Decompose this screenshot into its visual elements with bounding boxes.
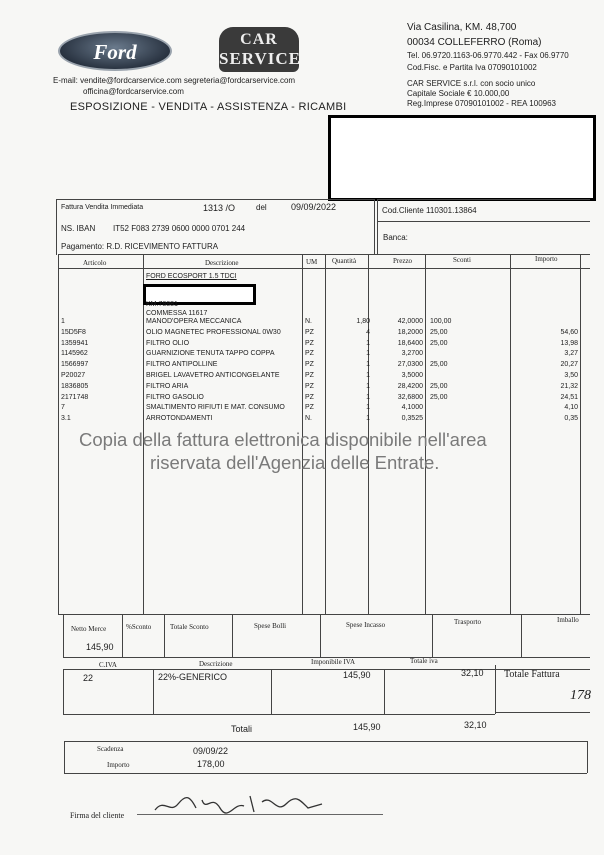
watermark-line-2: riservata dell'Agenzia delle Entrate. — [150, 452, 440, 473]
row-description: FILTRO GASOLIO — [146, 393, 204, 401]
email-line-2: officina@fordcarservice.com — [83, 87, 184, 96]
transport-label: Trasporto — [454, 618, 481, 626]
bank-label: Banca: — [383, 233, 408, 242]
due-date-value: 09/09/22 — [193, 746, 229, 756]
row-um: N. — [305, 318, 312, 325]
row-um: PZ — [305, 339, 314, 347]
net-goods-value: 145,90 — [86, 642, 114, 652]
packing-label: Imballo — [557, 616, 579, 624]
row-quantity: 1 — [366, 350, 370, 358]
vat-total-label: Totale iva — [410, 657, 438, 665]
row-description: SMALTIMENTO RIFIUTI E MAT. CONSUMO — [146, 404, 285, 412]
col-header-um: UM — [306, 258, 318, 266]
row-price: 32,6800 — [397, 393, 423, 401]
iban-value: IT52 F083 2739 0600 0000 0701 244 — [113, 224, 246, 233]
row-um: PZ — [305, 393, 314, 401]
address-line-2: 00034 COLLEFERRO (Roma) — [407, 37, 542, 48]
row-discount: 25,00 — [430, 393, 448, 401]
totals-vat: 32,10 — [464, 720, 487, 730]
row-description: MANOD'OPERA MECCANICA — [146, 318, 242, 325]
totals-taxable: 145,90 — [353, 722, 381, 732]
row-price: 18,2000 — [397, 328, 423, 336]
payment-terms: Pagamento: R.D. RICEVIMENTO FATTURA — [61, 242, 219, 251]
signature-label: Firma del cliente — [70, 811, 125, 820]
tagline: ESPOSIZIONE - VENDITA - ASSISTENZA - RICAMBI — [70, 101, 347, 113]
row-amount: 13,98 — [560, 339, 578, 347]
row-description: FILTRO ARIA — [146, 382, 189, 390]
total-discount-label: Totale Sconto — [170, 623, 209, 631]
row-um: PZ — [305, 328, 314, 336]
invoice-total-value: 178 — [570, 688, 591, 703]
row-discount: 25,00 — [430, 328, 448, 336]
client-code: Cod.Cliente 110301.13864 — [382, 206, 477, 215]
collection-fees-label: Spese Incasso — [346, 621, 386, 629]
row-um: PZ — [305, 350, 314, 358]
vat-amount: 32,10 — [461, 668, 484, 678]
row-amount: 20,27 — [560, 361, 578, 369]
row-quantity: 1 — [366, 372, 370, 379]
row-discount: 25,00 — [430, 339, 448, 347]
row-article: 3.1 — [61, 415, 71, 423]
share-capital: Capitale Sociale € 10.000,00 — [407, 89, 510, 98]
job-order: COMMESSA 11617 — [146, 310, 208, 317]
due-amount-value: 178,00 — [197, 759, 225, 769]
row-amount: 4,10 — [564, 404, 578, 412]
row-article: 2171748 — [61, 393, 89, 401]
row-price: 28,4200 — [397, 382, 423, 390]
row-discount: 25,00 — [430, 382, 448, 390]
row-article: P20027 — [61, 372, 86, 379]
vehicle-km: KM.78881 — [146, 301, 178, 308]
row-um: PZ — [305, 404, 314, 412]
row-um: PZ — [305, 372, 314, 379]
row-description: FILTRO OLIO — [146, 339, 190, 347]
row-amount: 21,32 — [560, 382, 578, 390]
row-price: 27,0300 — [397, 361, 423, 369]
net-goods-label: Netto Merce — [71, 625, 107, 633]
row-article: 1359941 — [61, 339, 89, 347]
row-article: 1 — [61, 318, 65, 325]
row-price: 4,1000 — [401, 404, 423, 412]
row-price: 42,0000 — [397, 318, 423, 325]
watermark-line-1: Copia della fattura elettronica disponibile nell'area — [79, 429, 487, 450]
row-discount: 25,00 — [430, 361, 448, 369]
row-description: OLIO MAGNETEC PROFESSIONAL 0W30 — [146, 328, 281, 336]
row-description: FILTRO ANTIPOLLINE — [146, 361, 218, 369]
invoice-type: Fattura Vendita Immediata — [61, 204, 144, 211]
vat-description: 22%-GENERICO — [158, 672, 228, 682]
row-discount: 100,00 — [430, 318, 452, 325]
address-line-1: Via Casilina, KM. 48,700 — [407, 22, 517, 33]
row-um: N. — [305, 415, 312, 423]
row-article: 1836805 — [61, 382, 89, 390]
due-amount-label: Importo — [107, 761, 130, 769]
row-quantity: 1 — [366, 382, 370, 390]
vat-code-label: C.IVA — [99, 661, 117, 669]
phone-line: Tel. 06.9720.1163-06.9770.442 - Fax 06.9770 — [407, 51, 569, 60]
fiscal-code: Cod.Fisc. e Partita Iva 07090101002 — [407, 63, 537, 72]
col-header-discounts: Sconti — [453, 256, 471, 264]
row-amount: 24,51 — [560, 393, 578, 401]
row-article: 1145962 — [61, 350, 88, 358]
row-price: 18,6400 — [397, 339, 423, 347]
row-quantity: 4 — [366, 328, 370, 336]
row-um: PZ — [305, 361, 314, 369]
col-header-price: Prezzo — [393, 257, 413, 265]
ford-logo: Ford — [58, 31, 172, 71]
invoice-date: 09/09/2022 — [291, 202, 337, 212]
row-quantity: 1 — [366, 415, 370, 423]
stamp-duty-label: Spese Bolli — [254, 622, 287, 630]
row-description: ARROTONDAMENTI — [146, 415, 213, 423]
col-header-article: Articolo — [83, 259, 107, 267]
invoice-number: 1313 /O — [203, 203, 236, 213]
row-amount: 3,27 — [564, 350, 578, 358]
row-amount: 54,60 — [560, 328, 578, 336]
redacted-recipient-box — [328, 115, 596, 201]
row-price: 3,2700 — [401, 350, 423, 358]
taxable-label: Imponibile IVA — [311, 658, 356, 666]
customer-signature — [150, 790, 330, 818]
row-article: 1566997 — [61, 361, 89, 369]
row-article: 15D5F8 — [61, 328, 86, 336]
row-amount: 3,50 — [564, 372, 578, 379]
row-um: PZ — [305, 382, 314, 390]
row-amount: 0,35 — [564, 415, 578, 423]
row-quantity: 1,80 — [356, 318, 370, 325]
row-quantity: 1 — [366, 339, 370, 347]
row-quantity: 1 — [366, 361, 370, 369]
company-name: CAR SERVICE s.r.l. con socio unico — [407, 79, 536, 88]
iban-label: NS. IBAN — [61, 224, 96, 233]
totals-label: Totali — [231, 724, 253, 734]
col-header-amount: Importo — [535, 255, 558, 263]
discount-pct-label: %Sconto — [126, 623, 152, 631]
date-label: del — [256, 203, 267, 212]
row-article: 7 — [61, 404, 65, 412]
col-header-description: Descrizione — [205, 259, 239, 267]
row-description: BRIGEL LAVAVETRO ANTICONGELANTE — [146, 372, 280, 379]
email-line-1: E-mail: vendite@fordcarservice.com segreteria@fordcarservice.com — [53, 76, 296, 85]
vat-description-label: Descrizione — [199, 660, 233, 668]
row-price: 3,5000 — [401, 372, 423, 379]
invoice-total-label: Totale Fattura — [504, 669, 560, 680]
company-register: Reg.Imprese 07090101002 - REA 100963 — [407, 99, 556, 108]
col-header-quantity: Quantità — [332, 257, 357, 265]
row-quantity: 1 — [366, 404, 370, 412]
vat-code: 22 — [83, 673, 94, 683]
taxable-amount: 145,90 — [343, 670, 371, 680]
row-description: GUARNIZIONE TENUTA TAPPO COPPA — [146, 350, 275, 358]
row-price: 0,3525 — [401, 415, 423, 423]
vehicle-model: FORD ECOSPORT 1.5 TDCI — [146, 273, 237, 280]
car-service-logo: CAR SERVICE — [219, 27, 299, 72]
row-quantity: 1 — [366, 393, 370, 401]
due-date-label: Scadenza — [97, 745, 124, 753]
